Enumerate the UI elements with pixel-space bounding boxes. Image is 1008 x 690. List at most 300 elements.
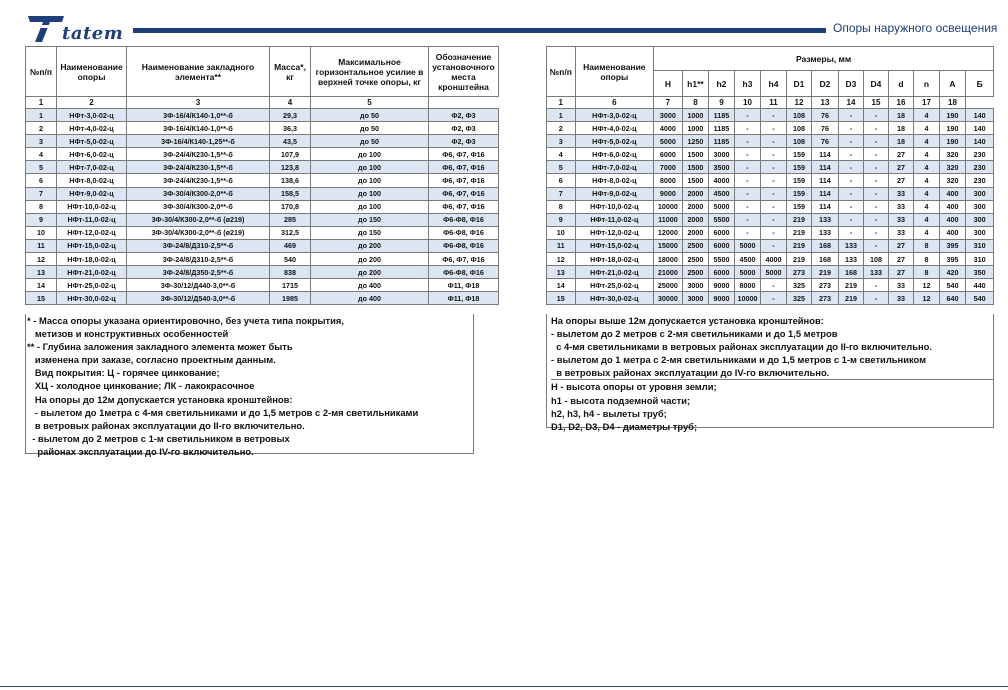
table-cell: 219 (786, 213, 812, 226)
table-cell: НФт-12,0-02-ц (57, 226, 127, 239)
left-spec-table (25, 46, 499, 305)
table-cell: 230 (966, 161, 994, 174)
table-cell: до 100 (311, 148, 429, 161)
header-dim-2: h2 (709, 71, 735, 97)
note-line: районах эксплуатации до IV-го включительно. (27, 445, 254, 457)
table-cell: - (838, 174, 864, 187)
table-cell: НФт-25,0-02-ц (57, 279, 127, 292)
table-cell: 133 (838, 239, 864, 252)
column-number: 3 (127, 97, 270, 109)
table-cell: - (864, 187, 888, 200)
table-cell: - (864, 279, 888, 292)
table-row (547, 187, 994, 200)
table-cell: 5 (547, 161, 576, 174)
note-line: D1, D2, D3, D4 - диаметры труб; (551, 420, 698, 432)
right-notes-legend (551, 379, 993, 432)
table-cell: 3Ф-24/8/Д310-2,5**-б (127, 239, 270, 252)
table-row (26, 292, 499, 305)
table-cell: 33 (888, 279, 914, 292)
table-cell: - (864, 122, 888, 135)
table-cell: 5000 (654, 135, 683, 148)
header-dim-4: h4 (761, 71, 787, 97)
table-cell: 168 (838, 266, 864, 279)
table-cell: 190 (939, 135, 966, 148)
table-cell: 114 (812, 187, 839, 200)
table-cell: - (734, 200, 761, 213)
header-element: Наименование закладного элемента** (127, 47, 270, 97)
table-cell: до 150 (311, 213, 429, 226)
table-row (547, 213, 994, 226)
table-cell: 2500 (682, 239, 709, 252)
table-cell: 1250 (682, 135, 709, 148)
table-cell: 108 (786, 122, 812, 135)
table-cell: 11 (26, 239, 57, 252)
table-row (26, 226, 499, 239)
table-cell: 1500 (682, 148, 709, 161)
table-cell: 138,6 (270, 174, 311, 187)
table-cell: - (838, 161, 864, 174)
table-cell: Ф6-Ф8, Ф16 (429, 213, 499, 226)
table-cell: 18000 (654, 253, 683, 266)
table-cell: 3Ф-24/8/Д350-2,5**-б (127, 266, 270, 279)
table-cell: Ф6, Ф7, Ф16 (429, 148, 499, 161)
table-cell: 12 (547, 253, 576, 266)
column-number: 16 (888, 97, 914, 109)
table-cell: 159 (786, 174, 812, 187)
table-cell: до 200 (311, 253, 429, 266)
table-row (26, 174, 499, 187)
table-cell: 219 (838, 292, 864, 305)
table-cell: - (838, 135, 864, 148)
table-cell: 33 (888, 200, 914, 213)
table-cell: 133 (812, 213, 839, 226)
table-cell: - (864, 213, 888, 226)
table-cell: 107,9 (270, 148, 311, 161)
footer-divider (0, 686, 1008, 687)
table-cell: Ф6, Ф7, Ф16 (429, 187, 499, 200)
note-line: с 4-мя светильниками в ветровых районах эксплуатации до II-го включительно. (551, 341, 932, 353)
table-cell: 168 (812, 239, 839, 252)
table-cell: 400 (939, 200, 966, 213)
table-cell: 5000 (734, 266, 761, 279)
table-cell: 9000 (709, 279, 735, 292)
table-cell: - (838, 226, 864, 239)
column-number: 10 (734, 97, 761, 109)
header-force: Максимальное горизонтальное усилие в верхней точке опоры, кг (311, 47, 429, 97)
table-cell: НФт-10,0-02-ц (575, 200, 654, 213)
note-line: h2, h3, h4 - вылеты труб; (551, 407, 667, 419)
table-cell: 1 (547, 109, 576, 122)
table-cell: 4 (914, 200, 940, 213)
table-row (547, 122, 994, 135)
table-cell: 2000 (682, 226, 709, 239)
table-cell: 3 (26, 135, 57, 148)
table-cell: Ф6, Ф7, Ф16 (429, 200, 499, 213)
table-cell: 8 (914, 266, 940, 279)
table-cell: Ф6-Ф8, Ф16 (429, 239, 499, 252)
table-cell: 4000 (761, 253, 787, 266)
table-cell: НФт-7,0-02-ц (57, 161, 127, 174)
table-cell: 3Ф-30/4/К300-2,0**-б (ø219) (127, 213, 270, 226)
table-cell: 15 (26, 292, 57, 305)
table-cell: 285 (270, 213, 311, 226)
table-cell: 1500 (682, 174, 709, 187)
table-cell: 2000 (682, 187, 709, 200)
table-cell: 33 (888, 213, 914, 226)
table-cell: 190 (939, 122, 966, 135)
table-cell: 640 (939, 292, 966, 305)
table-cell: 8000 (654, 174, 683, 187)
table-cell: - (864, 148, 888, 161)
table-cell: 5 (26, 161, 57, 174)
table-cell: НФт-4,0-02-ц (57, 122, 127, 135)
note-line: в ветровых районах эксплуатации до IV-го включительно. (551, 367, 830, 379)
table-cell: НФт-8,0-02-ц (575, 174, 654, 187)
table-cell: - (838, 122, 864, 135)
note-line: метизов и конструктивных особенностей (27, 328, 229, 340)
table-cell: НФт-5,0-02-ц (57, 135, 127, 148)
table-cell: 114 (812, 161, 839, 174)
note-line: H - высота опоры от уровня земли; (551, 381, 717, 393)
table-row (547, 109, 994, 122)
table-cell: Ф11, Ф18 (429, 292, 499, 305)
table-cell: - (761, 161, 787, 174)
table-cell: 1985 (270, 292, 311, 305)
column-number: 9 (709, 97, 735, 109)
table-cell: 5000 (709, 200, 735, 213)
table-cell: 159 (786, 161, 812, 174)
table-cell: 1185 (709, 122, 735, 135)
table-cell: 4500 (734, 253, 761, 266)
table-cell: НФт-9,0-02-ц (575, 187, 654, 200)
table-cell: 320 (939, 161, 966, 174)
table-cell: 140 (966, 109, 994, 122)
table-cell: Ф2, Ф3 (429, 135, 499, 148)
table-cell: - (838, 200, 864, 213)
table-cell: НФт-3,0-02-ц (575, 109, 654, 122)
table-cell: 5000 (761, 266, 787, 279)
table-cell: 400 (939, 226, 966, 239)
table-cell: до 200 (311, 266, 429, 279)
table-cell: 3Ф-24/4/К230-1,5**-б (127, 161, 270, 174)
table-cell: 2 (547, 122, 576, 135)
header-name: Наименование опоры (57, 47, 127, 97)
table-cell: 219 (786, 226, 812, 239)
table-cell: 29,3 (270, 109, 311, 122)
note-line: На опоры выше 12м допускается установка кронштейнов: (551, 315, 824, 326)
table-cell: 18 (888, 135, 914, 148)
table-cell: - (864, 292, 888, 305)
table-row (547, 200, 994, 213)
table-row (26, 213, 499, 226)
table-cell: 8 (914, 239, 940, 252)
table-cell: 3Ф-24/4/К230-1,5**-б (127, 148, 270, 161)
table-cell: 9000 (709, 292, 735, 305)
table-cell: 310 (966, 253, 994, 266)
table-cell: 312,5 (270, 226, 311, 239)
table-cell: 230 (966, 174, 994, 187)
header-name: Наименование опоры (575, 47, 654, 97)
table-cell: 2500 (682, 266, 709, 279)
note-line: - вылетом до 1 метра с 2-мя светильниками и до 1,5 метров с 1-м светильником (551, 354, 927, 366)
table-cell: НФт-11,0-02-ц (57, 213, 127, 226)
table-row (547, 161, 994, 174)
table-cell: - (734, 187, 761, 200)
table-cell: 325 (786, 279, 812, 292)
note-line: Вид покрытия: Ц - горячее цинкование; (27, 367, 220, 379)
table-cell: 300 (966, 200, 994, 213)
right-table-body (547, 109, 994, 305)
table-cell: 190 (939, 109, 966, 122)
table-cell: 1000 (682, 109, 709, 122)
table-cell: 11 (547, 239, 576, 252)
table-cell: 4 (914, 174, 940, 187)
table-cell: - (761, 135, 787, 148)
table-cell: 2000 (682, 200, 709, 213)
header-dim-0: H (654, 71, 683, 97)
table-cell: 1185 (709, 135, 735, 148)
table-cell: до 400 (311, 292, 429, 305)
table-cell: 219 (838, 279, 864, 292)
table-cell: 4 (914, 161, 940, 174)
right-dimensions-table (546, 46, 994, 305)
table-cell: 11000 (654, 213, 683, 226)
table-cell: 3500 (709, 161, 735, 174)
table-cell: - (734, 135, 761, 148)
table-cell: - (734, 161, 761, 174)
table-cell: 123,8 (270, 161, 311, 174)
table-cell: - (761, 239, 787, 252)
table-cell: 3Ф-30/4/К300-2,0**-б (127, 187, 270, 200)
table-cell: НФт-18,0-02-ц (57, 253, 127, 266)
table-cell: 168 (812, 253, 839, 266)
table-row (26, 109, 499, 122)
table-cell: 27 (888, 239, 914, 252)
table-cell: 108 (864, 253, 888, 266)
table-cell: - (838, 148, 864, 161)
table-cell: 159 (786, 187, 812, 200)
table-cell: 325 (786, 292, 812, 305)
table-cell: 1000 (682, 122, 709, 135)
table-cell: 36,3 (270, 122, 311, 135)
table-cell: 4 (26, 148, 57, 161)
header-divider (133, 28, 826, 33)
table-cell: 1500 (682, 161, 709, 174)
table-cell: 33 (888, 187, 914, 200)
table-cell: 8000 (734, 279, 761, 292)
table-cell: НФт-6,0-02-ц (57, 148, 127, 161)
table-row (26, 266, 499, 279)
table-cell: 4000 (709, 174, 735, 187)
table-cell: до 50 (311, 109, 429, 122)
table-cell: Ф6, Ф7, Ф16 (429, 174, 499, 187)
table-cell: 7000 (654, 161, 683, 174)
table-cell: 12 (914, 292, 940, 305)
table-cell: 14 (26, 279, 57, 292)
table-cell: 18 (888, 122, 914, 135)
table-cell: до 50 (311, 135, 429, 148)
table-cell: 4000 (654, 122, 683, 135)
table-cell: 108 (786, 135, 812, 148)
table-cell: до 150 (311, 226, 429, 239)
table-cell: до 100 (311, 187, 429, 200)
right-notes (546, 314, 994, 432)
table-cell: 108 (786, 109, 812, 122)
table-cell: НФт-4,0-02-ц (575, 122, 654, 135)
table-row (547, 226, 994, 239)
table-cell: 3 (547, 135, 576, 148)
table-cell: Ф2, Ф3 (429, 122, 499, 135)
table-cell: 230 (966, 148, 994, 161)
table-cell: 27 (888, 148, 914, 161)
table-cell: 219 (786, 239, 812, 252)
note-line: - вылетом до 2 метров с 2-мя светильниками и до 1,5 метров (551, 328, 838, 340)
table-cell: до 100 (311, 200, 429, 213)
table-cell: - (734, 226, 761, 239)
table-cell: НФт-9,0-02-ц (57, 187, 127, 200)
table-cell: 273 (786, 266, 812, 279)
table-cell: - (734, 174, 761, 187)
table-cell: - (838, 109, 864, 122)
table-cell: 4 (914, 187, 940, 200)
table-row (26, 200, 499, 213)
table-row (26, 122, 499, 135)
column-number: 8 (682, 97, 709, 109)
table-cell: 27 (888, 174, 914, 187)
table-cell: 8 (26, 200, 57, 213)
header-bracket: Обозначение установочного места кронштейна (429, 47, 499, 97)
table-cell: НФт-18,0-02-ц (575, 253, 654, 266)
table-cell: - (761, 148, 787, 161)
table-row (547, 292, 994, 305)
table-cell: 114 (812, 200, 839, 213)
table-cell: - (761, 174, 787, 187)
table-cell: - (734, 122, 761, 135)
header-dim-8: D4 (864, 71, 888, 97)
table-row (26, 135, 499, 148)
table-cell: 395 (939, 253, 966, 266)
header-num: №п/п (547, 47, 576, 97)
table-row (547, 174, 994, 187)
note-line: - вылетом до 1метра с 4-мя светильниками и до 1,5 метров с 2-мя светильниками (27, 406, 419, 418)
page-title: Опоры наружного освещения (833, 21, 998, 35)
table-cell: НФт-12,0-02-ц (575, 226, 654, 239)
table-cell: 27 (888, 161, 914, 174)
table-cell: 8 (914, 253, 940, 266)
table-cell: 18 (888, 109, 914, 122)
table-cell: НФт-5,0-02-ц (575, 135, 654, 148)
table-cell: 3000 (682, 292, 709, 305)
table-cell: 10000 (734, 292, 761, 305)
table-cell: 114 (812, 148, 839, 161)
table-cell: 76 (812, 135, 839, 148)
column-number: 11 (761, 97, 787, 109)
table-cell: 9 (26, 213, 57, 226)
table-row (547, 135, 994, 148)
table-cell: - (761, 200, 787, 213)
left-table-body (26, 109, 499, 305)
table-cell: - (864, 109, 888, 122)
table-cell: - (864, 226, 888, 239)
table-cell: 2 (26, 122, 57, 135)
table-cell: НФт-3,0-02-ц (57, 109, 127, 122)
table-cell: 30000 (654, 292, 683, 305)
table-cell: 3Ф-30/4/К300-2,0**-б (127, 200, 270, 213)
table-cell: 3Ф-16/4/К140-1,25**-б (127, 135, 270, 148)
table-cell: 6000 (709, 226, 735, 239)
table-cell: - (761, 122, 787, 135)
table-cell: 400 (939, 213, 966, 226)
table-cell: 3000 (709, 148, 735, 161)
table-cell: 27 (888, 266, 914, 279)
column-number: 1 (547, 97, 576, 109)
table-cell: 4 (914, 226, 940, 239)
note-line: ХЦ - холодное цинкование; ЛК - лакокрасочное (27, 380, 255, 392)
table-cell: 6000 (654, 148, 683, 161)
table-cell: 300 (966, 187, 994, 200)
header-dim-1: h1** (682, 71, 709, 97)
table-cell: 219 (812, 266, 839, 279)
table-cell: Ф6, Ф7, Ф16 (429, 253, 499, 266)
table-row (547, 266, 994, 279)
table-cell: 21000 (654, 266, 683, 279)
table-cell: 540 (966, 292, 994, 305)
table-cell: - (864, 135, 888, 148)
table-cell: 8 (547, 200, 576, 213)
table-cell: 7 (547, 187, 576, 200)
table-cell: 273 (812, 279, 839, 292)
table-cell: 140 (966, 122, 994, 135)
table-cell: до 50 (311, 122, 429, 135)
table-cell: НФт-15,0-02-ц (575, 239, 654, 252)
header-dim-12: Б (966, 71, 994, 97)
table-cell: НФт-6,0-02-ц (575, 148, 654, 161)
brand-name: tatem (62, 23, 124, 44)
table-cell: 5000 (734, 239, 761, 252)
header-dim-10: n (914, 71, 940, 97)
table-cell: 6000 (709, 266, 735, 279)
table-cell: НФт-30,0-02-ц (575, 292, 654, 305)
table-cell: 4 (914, 122, 940, 135)
table-cell: 140 (966, 135, 994, 148)
table-cell: - (761, 226, 787, 239)
table-cell: 3Ф-30/4/К300-2,0**-б (ø219) (127, 226, 270, 239)
table-row (26, 161, 499, 174)
table-cell: - (761, 187, 787, 200)
table-cell: НФт-11,0-02-ц (575, 213, 654, 226)
table-cell: 27 (888, 253, 914, 266)
note-line: - вылетом до 2 метров с 1-м светильником в ветровых (27, 432, 290, 444)
table-cell: НФт-15,0-02-ц (57, 239, 127, 252)
header-mass: Масса*, кг (270, 47, 311, 97)
column-number: 6 (575, 97, 654, 109)
table-cell: 12000 (654, 226, 683, 239)
table-cell: 12 (26, 253, 57, 266)
table-cell: 273 (812, 292, 839, 305)
table-cell: 13 (547, 266, 576, 279)
header-dim-6: D2 (812, 71, 839, 97)
table-cell: - (864, 239, 888, 252)
table-cell: 33 (888, 292, 914, 305)
column-number: 17 (914, 97, 940, 109)
header-num: №п/п (26, 47, 57, 97)
table-cell: 6000 (709, 239, 735, 252)
table-cell: - (864, 161, 888, 174)
table-cell: 3Ф-30/12/Д440-3,0**-б (127, 279, 270, 292)
table-cell: 15 (547, 292, 576, 305)
column-number: 4 (270, 97, 311, 109)
table-cell: 2500 (682, 253, 709, 266)
